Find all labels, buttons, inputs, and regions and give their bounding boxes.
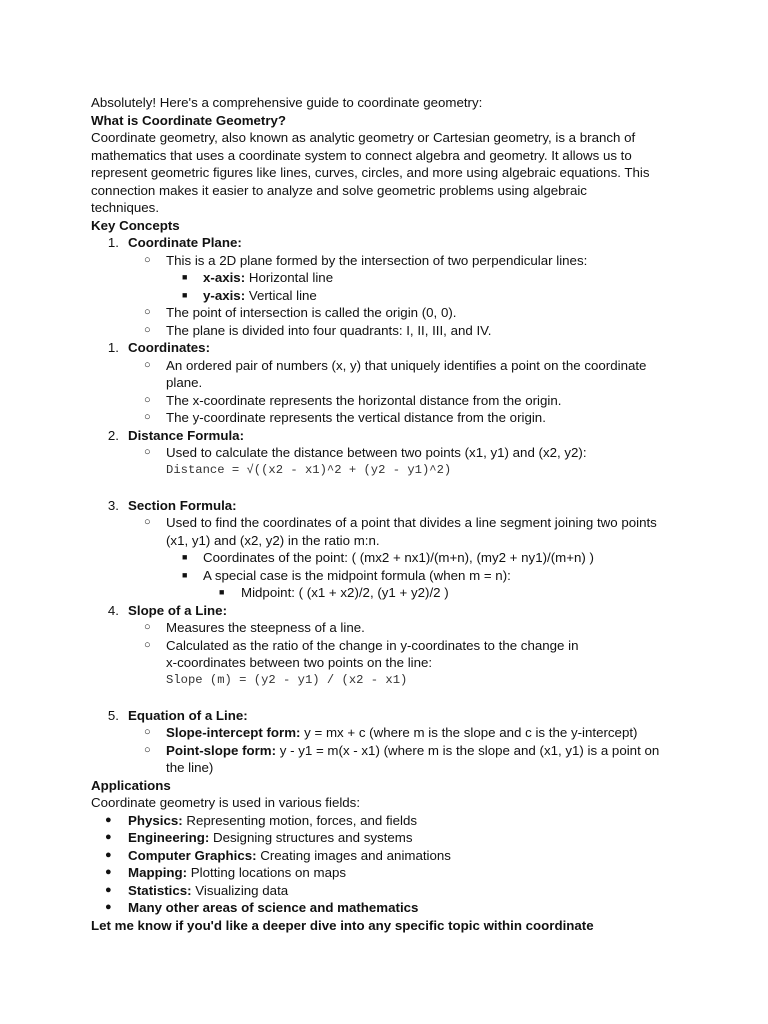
list-item: ○ Point-slope form: y - y1 = m(x - x1) (where m is the slope and (x1, y1) is a point on <box>144 742 660 758</box>
concept-title: Coordinates: <box>128 340 211 355</box>
concept-title: Section Formula: <box>128 497 237 513</box>
circle-bullet-icon: ○ <box>144 358 151 371</box>
list-item: ○ An ordered pair of numbers (x, y) that uniquely identifies a point on the coordinate <box>144 357 647 373</box>
applications-heading: Applications <box>91 777 171 793</box>
list-item: ■ x-axis: Horizontal line <box>182 270 334 285</box>
spacer <box>91 689 691 707</box>
concept-coordinate-plane <box>91 234 691 252</box>
spacer <box>91 479 691 497</box>
square-bullet-icon: ■ <box>182 289 188 300</box>
list-item: ■ Midpoint: ( (x1 + x2)/2, (y1 + y2)/2 ) <box>219 585 449 600</box>
list-item: ● Many other areas of science and mathematics <box>105 900 419 915</box>
concept-title: Coordinate Plane: <box>128 235 242 250</box>
applications-intro: Coordinate geometry is used in various fields: <box>91 795 361 810</box>
circle-bullet-icon: ○ <box>144 411 151 423</box>
square-bullet-icon: ■ <box>182 272 188 282</box>
list-item-continuation: plane. <box>166 375 203 390</box>
square-bullet-icon: ■ <box>182 569 188 580</box>
concept-coordinates <box>91 339 691 357</box>
list-item: ● Physics: Representing motion, forces, and fields <box>105 812 418 828</box>
list-item-continuation: (x1, y1) and (x2, y2) in the ratio m:n. <box>166 532 380 548</box>
list-item-continuation: x-coordinates between two points on the line: <box>166 655 433 670</box>
definition-line: techniques. <box>91 200 160 215</box>
slope-formula-code: Slope (m) = (y2 - y1) / (x2 - x1) <box>166 672 408 687</box>
bullet-icon: ● <box>105 901 112 913</box>
circle-bullet-icon: ○ <box>144 306 151 318</box>
concept-title: Distance Formula: <box>128 427 245 443</box>
bullet-icon: ● <box>105 848 112 861</box>
circle-bullet-icon: ○ <box>144 393 151 406</box>
list-item: ● Computer Graphics: Creating images and animations <box>105 847 451 863</box>
list-item: ○ The plane is divided into four quadrants: I, II, III, and IV. <box>144 322 492 338</box>
list-item: ○ Used to find the coordinates of a point that divides a line segment joining two points <box>144 515 657 530</box>
definition-line: Coordinate geometry, also known as analytic geometry or Cartesian geometry, is a branch of <box>91 130 636 145</box>
list-item: ○ The x-coordinate represents the horizontal distance from the origin. <box>144 392 562 408</box>
list-item-continuation: the line) <box>166 760 214 775</box>
concept-equation <box>91 707 691 725</box>
list-number: 4. <box>107 602 119 618</box>
circle-bullet-icon: ○ <box>144 743 151 756</box>
list-number: 1. <box>107 340 119 355</box>
bullet-icon: ● <box>105 866 112 878</box>
list-item: ● Statistics: Visualizing data <box>105 882 289 898</box>
square-bullet-icon: ■ <box>219 587 225 597</box>
circle-bullet-icon: ○ <box>144 621 151 633</box>
list-item: ○ Calculated as the ratio of the change in y-coordinates to the change in <box>144 637 579 653</box>
list-item: ○ Measures the steepness of a line. <box>144 620 365 635</box>
list-item: ● Mapping: Plotting locations on maps <box>105 865 347 880</box>
list-item: ○ The point of intersection is called the origin (0, 0). <box>144 305 457 320</box>
distance-formula-code: Distance = √((x2 - x1)^2 + (y2 - y1)^2) <box>166 462 452 477</box>
circle-bullet-icon: ○ <box>144 253 151 266</box>
definition-line: represent geometric figures like lines, curves, circles, and more using algebraic equations. This <box>91 165 650 180</box>
concept-distance-formula <box>91 427 691 445</box>
concept-section-formula <box>91 497 691 515</box>
key-concepts-heading: Key Concepts <box>91 217 180 233</box>
concept-title: Equation of a Line: <box>128 707 248 723</box>
concept-title: Slope of a Line: <box>128 602 227 618</box>
bullet-icon: ● <box>105 883 112 896</box>
list-item: ○ This is a 2D plane formed by the intersection of two perpendicular lines: <box>144 252 588 268</box>
list-item: ○ Used to calculate the distance between two points (x1, y1) and (x2, y2): <box>144 445 587 460</box>
list-item: ■ Coordinates of the point: ( (mx2 + nx1)/(m+n), (my2 + ny1)/(m+n) ) <box>182 550 594 565</box>
list-item: ■ y-axis: Vertical line <box>182 287 317 303</box>
circle-bullet-icon: ○ <box>144 638 151 651</box>
definition-line: mathematics that uses a coordinate system to connect algebra and geometry. It allows us to <box>91 147 632 163</box>
list-item: ○ The y-coordinate represents the vertical distance from the origin. <box>144 410 546 425</box>
circle-bullet-icon: ○ <box>144 726 151 738</box>
what-heading: What is Coordinate Geometry? <box>91 112 287 128</box>
closing-text: Let me know if you'd like a deeper dive into any specific topic within coordinate <box>91 917 594 933</box>
circle-bullet-icon: ○ <box>144 446 151 458</box>
definition-line: connection makes it easier to analyze and solve geometric problems using algebraic <box>91 182 587 198</box>
list-number: 1. <box>107 235 119 250</box>
bullet-icon: ● <box>105 813 112 826</box>
bullet-icon: ● <box>105 831 112 843</box>
list-item: ● Engineering: Designing structures and systems <box>105 830 413 845</box>
list-item: ○ Slope-intercept form: y = mx + c (where m is the slope and c is the y-intercept) <box>144 725 638 740</box>
intro-text: Absolutely! Here's a comprehensive guide to coordinate geometry: <box>91 95 483 110</box>
square-bullet-icon: ■ <box>182 552 188 562</box>
list-number: 3. <box>107 497 119 513</box>
circle-bullet-icon: ○ <box>144 516 151 528</box>
document-page <box>91 94 691 934</box>
concept-slope <box>91 602 691 620</box>
list-number: 5. <box>107 707 119 723</box>
circle-bullet-icon: ○ <box>144 323 151 336</box>
list-item: ■ A special case is the midpoint formula (when m = n): <box>182 567 511 583</box>
list-number: 2. <box>107 427 119 443</box>
